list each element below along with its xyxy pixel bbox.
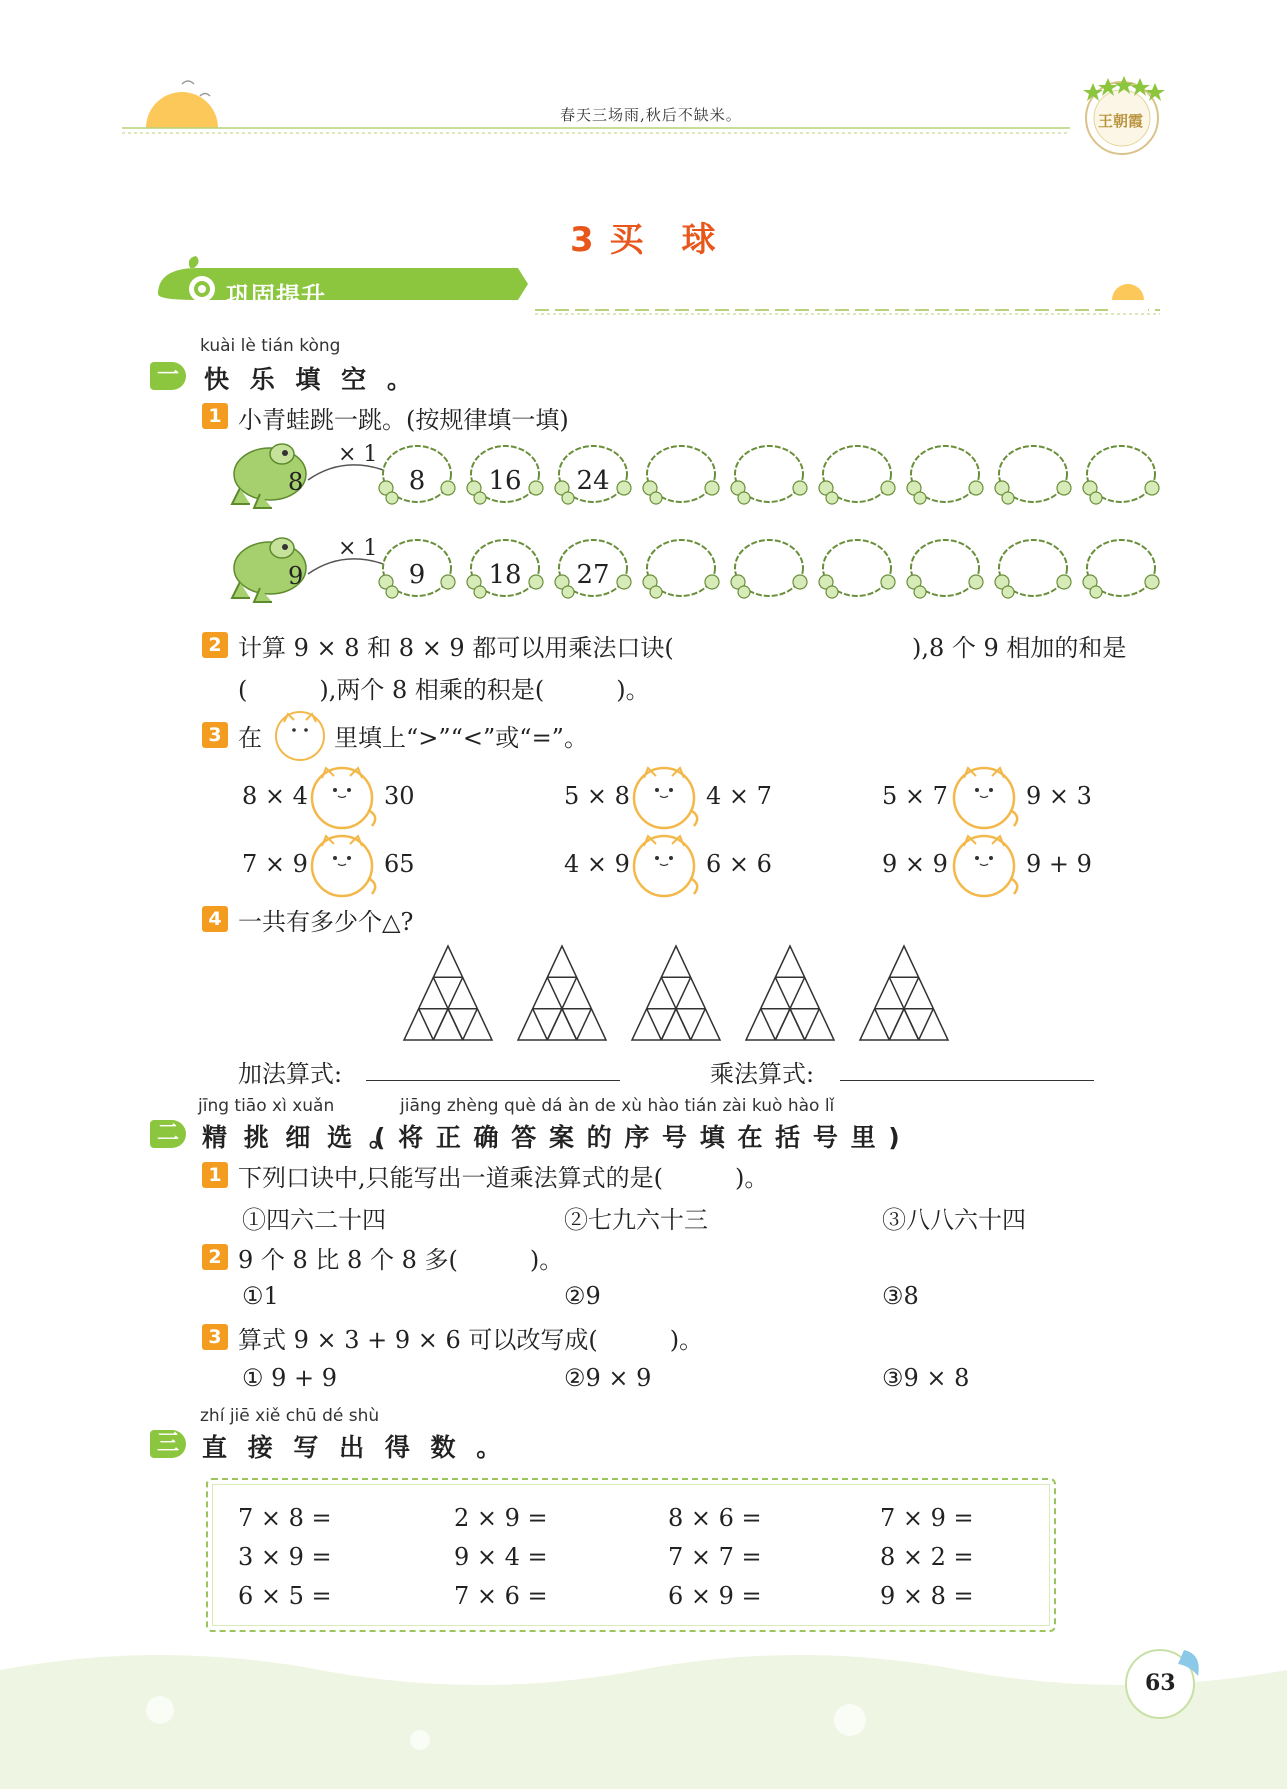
s2q3-number: 3: [202, 1324, 228, 1350]
page-number: 63: [1145, 1670, 1176, 1696]
compare-left: 7 × 9: [242, 850, 308, 878]
s2q3-text: 算式 9 × 3 + 9 × 6 可以改写成( )。: [238, 1326, 704, 1354]
q3-text-a: 在: [238, 724, 262, 752]
banner-label: 巩固提升: [226, 282, 326, 310]
section2-badge: 二: [150, 1120, 186, 1148]
option[interactable]: ②9 × 9: [564, 1364, 652, 1392]
q3-number: 3: [202, 722, 228, 748]
calc-item: 7 × 9 =: [880, 1504, 974, 1532]
option[interactable]: ③9 × 8: [882, 1364, 970, 1392]
compare-right: 6 × 6: [706, 850, 772, 878]
multiplication-label: 乘法算式:: [710, 1060, 815, 1088]
addition-label: 加法算式:: [238, 1060, 343, 1088]
q4-number: 4: [202, 906, 228, 932]
triangle-figures: [400, 944, 960, 1044]
option[interactable]: ②七九六十三: [564, 1206, 708, 1234]
q2-text-1b: ),8 个 9 相加的和是: [912, 634, 1127, 662]
calc-item: 7 × 6 =: [454, 1582, 548, 1610]
option[interactable]: ①四六二十四: [242, 1206, 386, 1234]
section3-heading: 直 接 写 出 得 数 。: [202, 1433, 508, 1462]
header-proverb: 春天三场雨,秋后不缺米。: [560, 106, 742, 124]
bubble-value: 27: [576, 560, 610, 590]
calc-item: 9 × 8 =: [880, 1582, 974, 1610]
q3-text-b: 里填上“>”“<”或“=”。: [334, 724, 588, 752]
q2-number: 2: [202, 632, 228, 658]
bubble-value: 24: [576, 466, 610, 496]
calc-item: 3 × 9 =: [238, 1543, 332, 1571]
section3-pinyin: zhí jiē xiě chū dé shù: [200, 1406, 380, 1426]
q1-number: 1: [202, 403, 228, 429]
compare-right: 9 + 9: [1026, 850, 1092, 878]
s2q2-text: 9 个 8 比 8 个 8 多( )。: [238, 1246, 564, 1274]
calc-item: 6 × 5 =: [238, 1582, 332, 1610]
frog-number: 8: [288, 468, 304, 496]
q2-text-1: 计算 9 × 8 和 8 × 9 都可以用乘法口诀(: [238, 634, 674, 662]
header-decoration: [0, 0, 1287, 170]
addition-answer-line[interactable]: [366, 1080, 620, 1081]
s2q1-number: 1: [202, 1162, 228, 1188]
cat-circle-icon: [270, 706, 330, 762]
calc-item: 7 × 8 =: [238, 1504, 332, 1532]
calc-item: 2 × 9 =: [454, 1504, 548, 1532]
section3-badge: 三: [150, 1430, 186, 1458]
frog-jump-figure: [222, 440, 1172, 630]
section2-pinyin-b: jiāng zhèng què dá àn de xù hào tián zài kuò hào lǐ: [400, 1096, 835, 1116]
option[interactable]: ②9: [564, 1282, 601, 1310]
bubble-value: 8: [408, 466, 426, 496]
option[interactable]: ① 9 + 9: [242, 1364, 338, 1392]
frog-number: 9: [288, 562, 304, 590]
compare-right: 65: [384, 850, 415, 878]
section1-pinyin: kuài lè tián kòng: [200, 336, 341, 356]
compare-right: 30: [384, 782, 415, 810]
section2-heading-a: 精 挑 细 选 。: [202, 1123, 398, 1152]
s2q2-number: 2: [202, 1244, 228, 1270]
option[interactable]: ③八八六十四: [882, 1206, 1026, 1234]
footer-wave: [0, 1640, 1287, 1789]
logo-text: 王朝霞: [1098, 112, 1144, 130]
jump-operator: × 1: [338, 442, 378, 467]
jump-operator: × 1: [338, 536, 378, 561]
option[interactable]: ①1: [242, 1282, 279, 1310]
option[interactable]: ③8: [882, 1282, 919, 1310]
q2-text-2: ( ),两个 8 相乘的积是( )。: [238, 676, 650, 704]
compare-right: 4 × 7: [706, 782, 772, 810]
bubble-value: 18: [488, 560, 522, 590]
bubble-value: 9: [408, 560, 426, 590]
section1-badge: 一: [150, 362, 186, 390]
calc-item: 8 × 2 =: [880, 1543, 974, 1571]
section2-heading-b: ( 将 正 确 答 案 的 序 号 填 在 括 号 里 ): [374, 1123, 902, 1152]
compare-left: 5 × 7: [882, 782, 948, 810]
compare-left: 4 × 9: [564, 850, 630, 878]
calc-item: 6 × 9 =: [668, 1582, 762, 1610]
calc-item: 9 × 4 =: [454, 1543, 548, 1571]
q1-text: 小青蛙跳一跳。(按规律填一填): [238, 406, 569, 434]
bubble-value: 16: [488, 466, 522, 496]
multiplication-answer-line[interactable]: [840, 1080, 1094, 1081]
compare-left: 8 × 4: [242, 782, 308, 810]
s2q1-text: 下列口诀中,只能写出一道乘法算式的是( )。: [238, 1164, 769, 1192]
compare-left: 5 × 8: [564, 782, 630, 810]
section2-pinyin-a: jīng tiāo xì xuǎn: [198, 1096, 335, 1116]
calc-item: 8 × 6 =: [668, 1504, 762, 1532]
calc-item: 7 × 7 =: [668, 1543, 762, 1571]
compare-right: 9 × 3: [1026, 782, 1092, 810]
compare-left: 9 × 9: [882, 850, 948, 878]
compare-cats: [0, 760, 1287, 900]
q4-text: 一共有多少个△?: [238, 908, 414, 936]
page-title: 3 买 球: [570, 220, 718, 260]
section1-heading: 快 乐 填 空 。: [204, 365, 418, 394]
